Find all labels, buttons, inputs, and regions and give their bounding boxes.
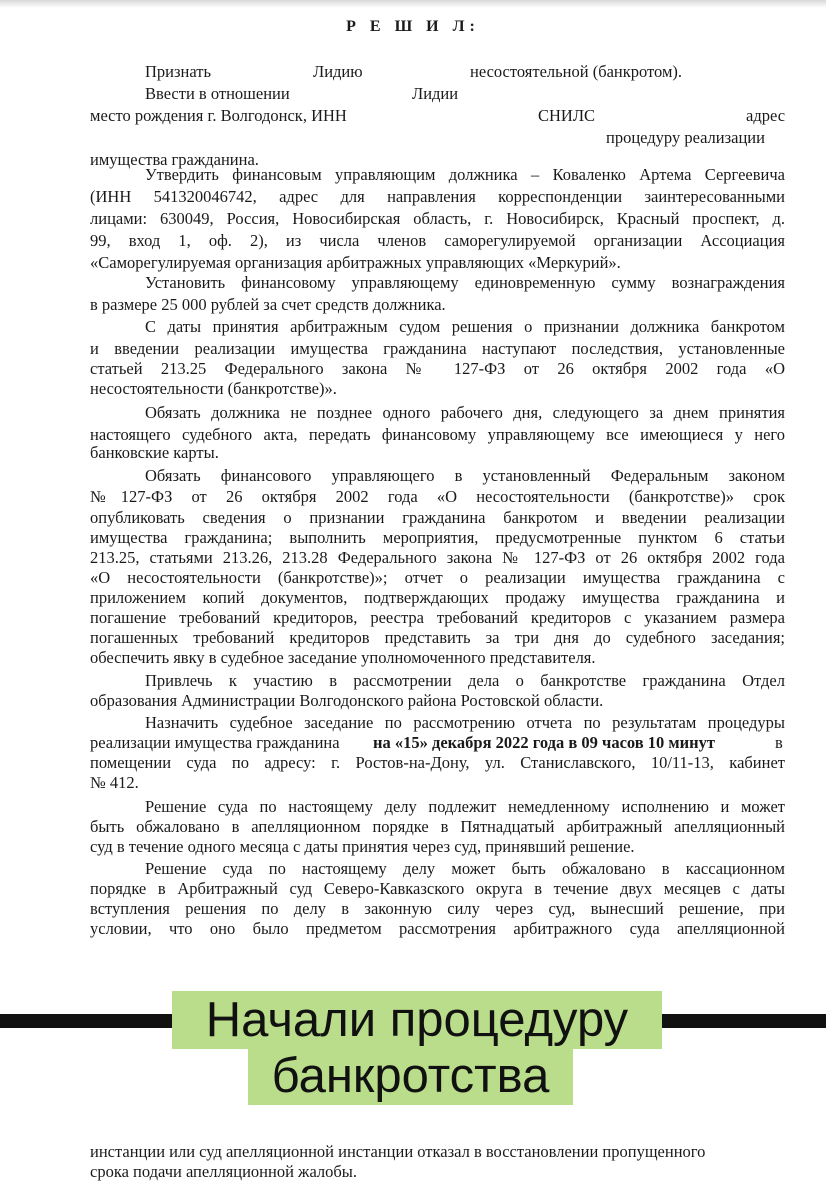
p3-line: «Саморегулируемая организация арбитражных управляющих «Меркурий». [90,253,621,272]
p10-line: суд в течение одного месяца с даты принятия через суд, принявший решение. [90,837,635,856]
continuation-line: срока подачи апелляционной жалобы. [90,1162,358,1181]
p3-line: (ИНН 541320046742, адрес для направления корреспонденции заинтересованными [90,187,785,206]
p11-line: вступления решения по делу в законную силу через суд, вынесший решение, при [90,899,785,918]
p2-line3: процедуру реализации [606,128,765,147]
p11-line: условии, что оно было предметом рассмотрения арбитражного суда апелляционной [90,919,785,938]
p3-line: 99, вход 1, оф. 2), из числа членов саморегулируемой организации Ассоциация [90,231,785,250]
p3-line: Утвердить финансовым управляющим должника – Коваленко Артема Сергеевича [145,165,785,184]
p5-line: С даты принятия арбитражным судом решения о признании должника банкротом [145,317,785,336]
p7-line: «О несостоятельности (банкротстве)»; отчет о реализации имущества гражданина с [90,568,785,587]
p7-line: Обязать финансового управляющего в установленный Федеральным законом [145,466,785,485]
caption-line-2: банкротства [248,1047,573,1105]
p7-line: имущества гражданина; выполнить мероприятия, предусмотренные пунктом 6 статьи [90,528,785,547]
p1-word-recognize: Признать [145,62,211,81]
p2-line2-a: место рождения г. Волгодонск, ИНН [90,106,347,125]
p6-line: настоящего судебного акта, передать финансовому управляющему все имеющиеся у него [90,425,785,444]
p7-line: 213.25, статьями 213.26, 213.28 Федерального закона № 127-ФЗ от 26 октября 2002 года [90,548,785,567]
p7-line: погашение требований кредиторов, реестра требований кредиторов с указанием размера [90,608,785,627]
p10-line: быть обжаловано в апелляционном порядке в Пятнадцатый арбитражный апелляционный [90,817,785,836]
p8-line: Привлечь к участию в рассмотрении дела о банкротстве гражданина Отдел [145,671,785,690]
p7-line: обеспечить явку в судебное заседание уполномоченного представителя. [90,648,596,667]
page-top-edge [0,0,826,8]
p7-line: приложением копий документов, подтверждающих продажу имущества гражданина и [90,588,785,607]
p7-line: опубликовать сведения о признании гражданина банкротом и введении реализации [90,508,785,527]
p9-line: помещении суда по адресу: г. Ростов-на-Дону, ул. Станиславского, 10/11-13, кабинет [90,753,785,772]
p10-line: Решение суда по настоящему делу подлежит немедленному исполнению и может [145,797,785,816]
continuation-line: инстанции или суд апелляционной инстанции отказал в восстановлении пропущенного [90,1142,706,1161]
p2-line1-b: Лидии [412,84,459,103]
p1-word-insolvent: несостоятельной (банкротом). [470,62,683,81]
p5-line: несостоятельности (банкротстве)». [90,379,337,398]
decision-heading: Р Е Ш И Л: [346,18,480,35]
p2-line4: имущества гражданина. [90,150,259,169]
p4-line: в размере 25 000 рублей за счет средств должника. [90,295,446,314]
p11-line: порядке в Арбитражный суд Северо-Кавказского округа в течение двух месяцев с даты [90,879,785,898]
p9-line: Назначить судебное заседание по рассмотрению отчета по результатам процедуры [145,713,785,732]
p11-line: Решение суда по настоящему делу может быть обжаловано в кассационном [145,859,785,878]
p5-line: статьей 213.25 Федерального закона № 127-ФЗ от 26 октября 2002 года «О [90,359,785,378]
p2-line2-snils: СНИЛС [538,106,596,125]
caption-rule-left [0,1014,175,1028]
p9-line2-c: в [775,733,783,752]
p5-line: и введении реализации имущества гражданина наступают последствия, установленные [90,339,785,358]
p2-line2-address: адрес [746,106,786,125]
p4-line: Установить финансовому управляющему единовременную сумму вознаграждения [145,273,785,292]
p9-line: № 412. [90,773,139,792]
caption-line-1: Начали процедуру [172,991,662,1049]
p1-word-name: Лидию [313,62,363,81]
p8-line: образования Администрации Волгодонского района Ростовской области. [90,691,604,710]
p9-hearing-date: на «15» декабря 2022 года в 09 часов 10 минут [373,733,716,752]
caption-rule-right [660,1014,826,1028]
p7-line: №127-ФЗ от 26 октября 2002 года «О несостоятельности (банкротстве)» срок [90,487,785,506]
p2-line1-a: Ввести в отношении [145,84,290,103]
p6-line: банковские карты. [90,443,219,462]
p6-line: Обязать должника не позднее одного рабочего дня, следующего за днем принятия [145,403,785,422]
p3-line: лицами: 630049, Россия, Новосибирская область, г. Новосибирск, Красный проспект, д. [90,209,785,228]
p7-line: погашенных требований кредиторов представить за три дня до судебного заседания; [90,628,785,647]
p9-line2-a: реализации имущества гражданина [90,733,340,752]
